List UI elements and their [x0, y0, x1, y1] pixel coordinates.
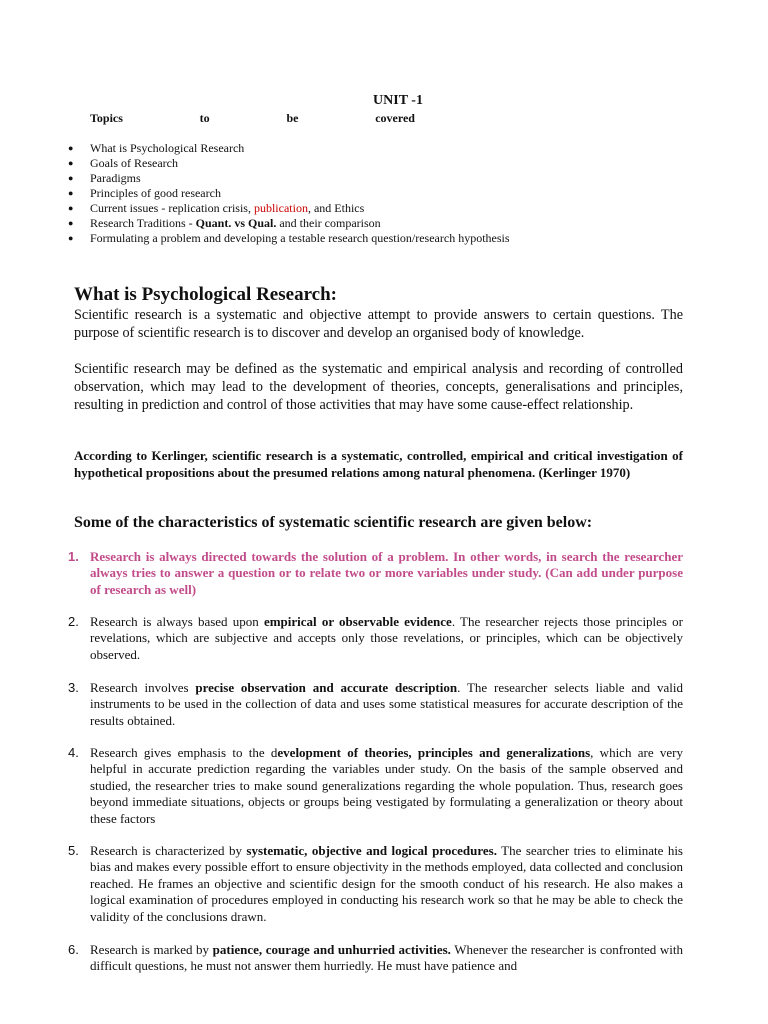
topics-list: [68, 141, 510, 246]
bold-phrase: patience, courage and unhurried activities.: [212, 942, 451, 957]
topics-heading-word: be: [286, 111, 299, 125]
topic-item: ● What is Psychological Research: [68, 141, 510, 156]
paragraph: Scientific research may be defined as the systematic and empirical analysis and recording of controlled observation, which may lead to the development of theories, concepts, generalisations and principles, resulting in prediction and control of those activities that may have some cause-effect relationship.: [74, 361, 683, 413]
item-number: 5.: [68, 843, 79, 858]
item-text: Research is marked by patience, courage and unhurried activities. Whenever the researcher is confronted with difficult questions, he must not answer them hurriedly. He must have patience and: [90, 942, 683, 974]
kerlinger-quote: According to Kerlinger, scientific research is a systematic, controlled, empirical and critical investigation of hypothetical propositions about the presumed relations among natural phenomena. (Kerlinger 1970): [74, 448, 683, 480]
topics-heading: [90, 111, 415, 126]
topics-heading-word: to: [199, 111, 210, 125]
item-number: 1.: [68, 549, 79, 564]
item-number: 6.: [68, 942, 79, 957]
item-text: Research is characterized by systematic, objective and logical procedures. The searcher tries to eliminate his bias and makes every possible effort to ensure objectivity in the methods employed, data collected and conclusion reached. He frames an objective and scientific design for the smooth conduct of his research. He also makes a logical examination of procedures employed in conducting his research work so that he may be able to check the validity of the conclusions drawn.: [90, 843, 683, 924]
item-text: Research is always directed towards the solution of a problem. In other words, in search the researcher always tries to answer a question or to relate two or more variables under study. (Can add under purpose of research as well): [90, 549, 683, 597]
item-number: 2.: [68, 614, 79, 629]
topic-item: ● Formulating a problem and developing a testable research question/research hypothesis: [68, 231, 510, 246]
item-text: Research is always based upon empirical or observable evidence. The researcher rejects those principles or revelations, which are subjective and accepts only those revelations, or principles, which can be objectively observed.: [90, 614, 684, 662]
characteristic-item: [68, 614, 683, 663]
topics-heading-word: Topics: [90, 111, 123, 125]
item-number: 3.: [68, 680, 79, 695]
item-text: Research involves precise observation and accurate description. The researcher selects liable and valid instruments to be used in the collection of data and uses some statistical measures for accurate description of the results obtained.: [90, 680, 683, 728]
topic-item: ● Current issues - replication crisis, publication, and Ethics: [68, 201, 510, 216]
paragraph: Scientific research is a systematic and objective attempt to provide answers to certain questions. The purpose of scientific research is to discover and develop an organised body of knowledge.: [74, 307, 683, 341]
item-number: 4.: [68, 745, 79, 760]
bold-phrase: Quant. vs Qual.: [195, 216, 277, 230]
characteristic-item: [68, 942, 683, 975]
bold-phrase: systematic, objective and logical procedures.: [246, 843, 497, 858]
topic-item: ● Goals of Research: [68, 156, 510, 171]
characteristic-item: [68, 745, 683, 827]
bold-phrase: precise observation and accurate description: [195, 680, 458, 695]
unit-title: UNIT -1: [373, 93, 423, 108]
topics-heading-word: covered: [375, 111, 415, 125]
characteristic-item: [68, 680, 683, 729]
bold-phrase: evelopment of theories, principles and generalizations: [277, 745, 591, 760]
topic-item: ● Principles of good research: [68, 186, 510, 201]
characteristic-item: [68, 549, 683, 598]
topic-item: ● Research Traditions - Quant. vs Qual. and their comparison: [68, 216, 510, 231]
section-heading: What is Psychological Research:: [74, 284, 337, 305]
bold-phrase: empirical or observable evidence: [263, 614, 452, 629]
characteristic-item: [68, 843, 683, 925]
item-text: Research gives emphasis to the development of theories, principles and generalizations, which are very helpful in accurate prediction regarding the variables under study. On the basis of the sample observed and studied, the researcher tries to make sound generalizations regarding the whole population. Thus, research goes beyond immediate situations, objects or groups being vestigated by formulating a generalization or theory about these factors: [90, 745, 683, 826]
characteristics-heading: Some of the characteristics of systematic scientific research are given below:: [74, 514, 593, 531]
topic-item: ● Paradigms: [68, 171, 510, 186]
highlighted-word: publication: [253, 201, 308, 215]
